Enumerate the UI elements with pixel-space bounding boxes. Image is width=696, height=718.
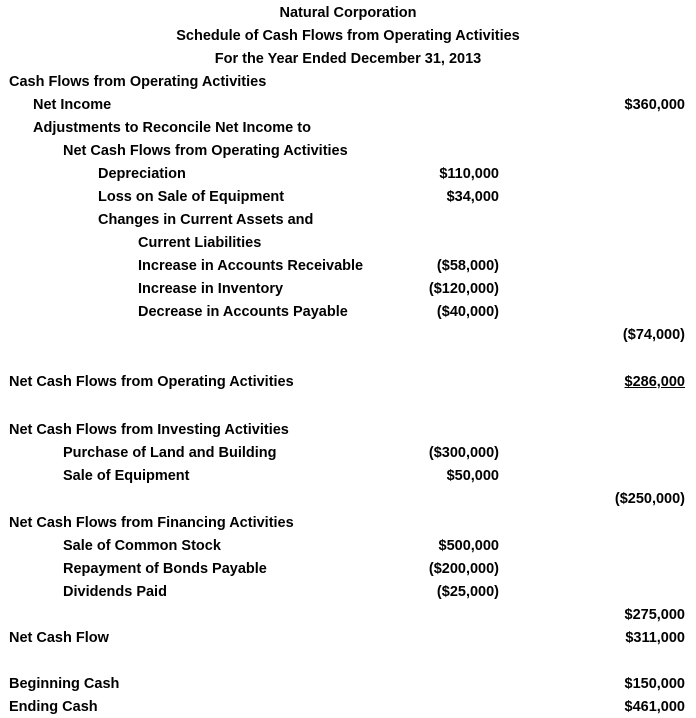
bonds-repayment-value: ($200,000)	[428, 561, 499, 577]
loss-on-sale-label: Loss on Sale of Equipment	[98, 189, 285, 205]
inventory-value: ($120,000)	[428, 281, 499, 297]
operating-heading: Cash Flows from Operating Activities	[9, 74, 267, 90]
beginning-cash-value: $150,000	[624, 676, 685, 692]
depreciation-value: $110,000	[439, 166, 499, 182]
inventory-label: Increase in Inventory	[138, 281, 284, 297]
common-stock-value: $500,000	[438, 538, 499, 554]
adjustments-heading-line2: Net Cash Flows from Operating Activities	[63, 143, 348, 159]
accounts-payable-value: ($40,000)	[436, 304, 499, 320]
loss-on-sale-value: $34,000	[446, 189, 499, 205]
ending-cash-label: Ending Cash	[9, 699, 98, 715]
schedule-title: Schedule of Cash Flows from Operating Activities	[176, 28, 520, 44]
dividends-label: Dividends Paid	[63, 584, 167, 600]
changes-heading-line2: Current Liabilities	[138, 235, 262, 251]
bonds-repayment-label: Repayment of Bonds Payable	[63, 561, 267, 577]
depreciation-label: Depreciation	[98, 166, 186, 182]
purchase-land-building-label: Purchase of Land and Building	[63, 445, 277, 461]
net-cash-flow-label: Net Cash Flow	[9, 630, 109, 646]
accounts-receivable-value: ($58,000)	[436, 258, 499, 274]
beginning-cash-label: Beginning Cash	[9, 676, 120, 692]
net-income-value: $360,000	[624, 97, 685, 113]
purchase-land-building-value: ($300,000)	[428, 445, 499, 461]
financing-heading: Net Cash Flows from Financing Activities	[9, 515, 294, 531]
investing-heading: Net Cash Flows from Investing Activities	[9, 422, 289, 438]
net-income-label: Net Income	[33, 97, 112, 113]
net-cash-flow-value: $311,000	[625, 630, 685, 646]
common-stock-label: Sale of Common Stock	[63, 538, 221, 554]
ending-cash-value: $461,000	[624, 699, 685, 715]
company-name: Natural Corporation	[279, 5, 417, 21]
period-line: For the Year Ended December 31, 2013	[214, 51, 482, 67]
net-operating-value: $286,000	[624, 374, 685, 390]
changes-heading-line1: Changes in Current Assets and	[98, 212, 314, 228]
accounts-receivable-label: Increase in Accounts Receivable	[138, 258, 364, 274]
investing-total-value: ($250,000)	[614, 491, 685, 507]
adjustments-heading-line1: Adjustments to Reconcile Net Income to	[33, 120, 311, 136]
accounts-payable-label: Decrease in Accounts Payable	[138, 304, 348, 320]
adjustments-total-value: ($74,000)	[622, 327, 685, 343]
sale-of-equipment-label: Sale of Equipment	[63, 468, 190, 484]
sale-of-equipment-value: $50,000	[446, 468, 499, 484]
financing-total-value: $275,000	[624, 607, 685, 623]
net-operating-label: Net Cash Flows from Operating Activities	[9, 374, 294, 390]
dividends-value: ($25,000)	[436, 584, 499, 600]
